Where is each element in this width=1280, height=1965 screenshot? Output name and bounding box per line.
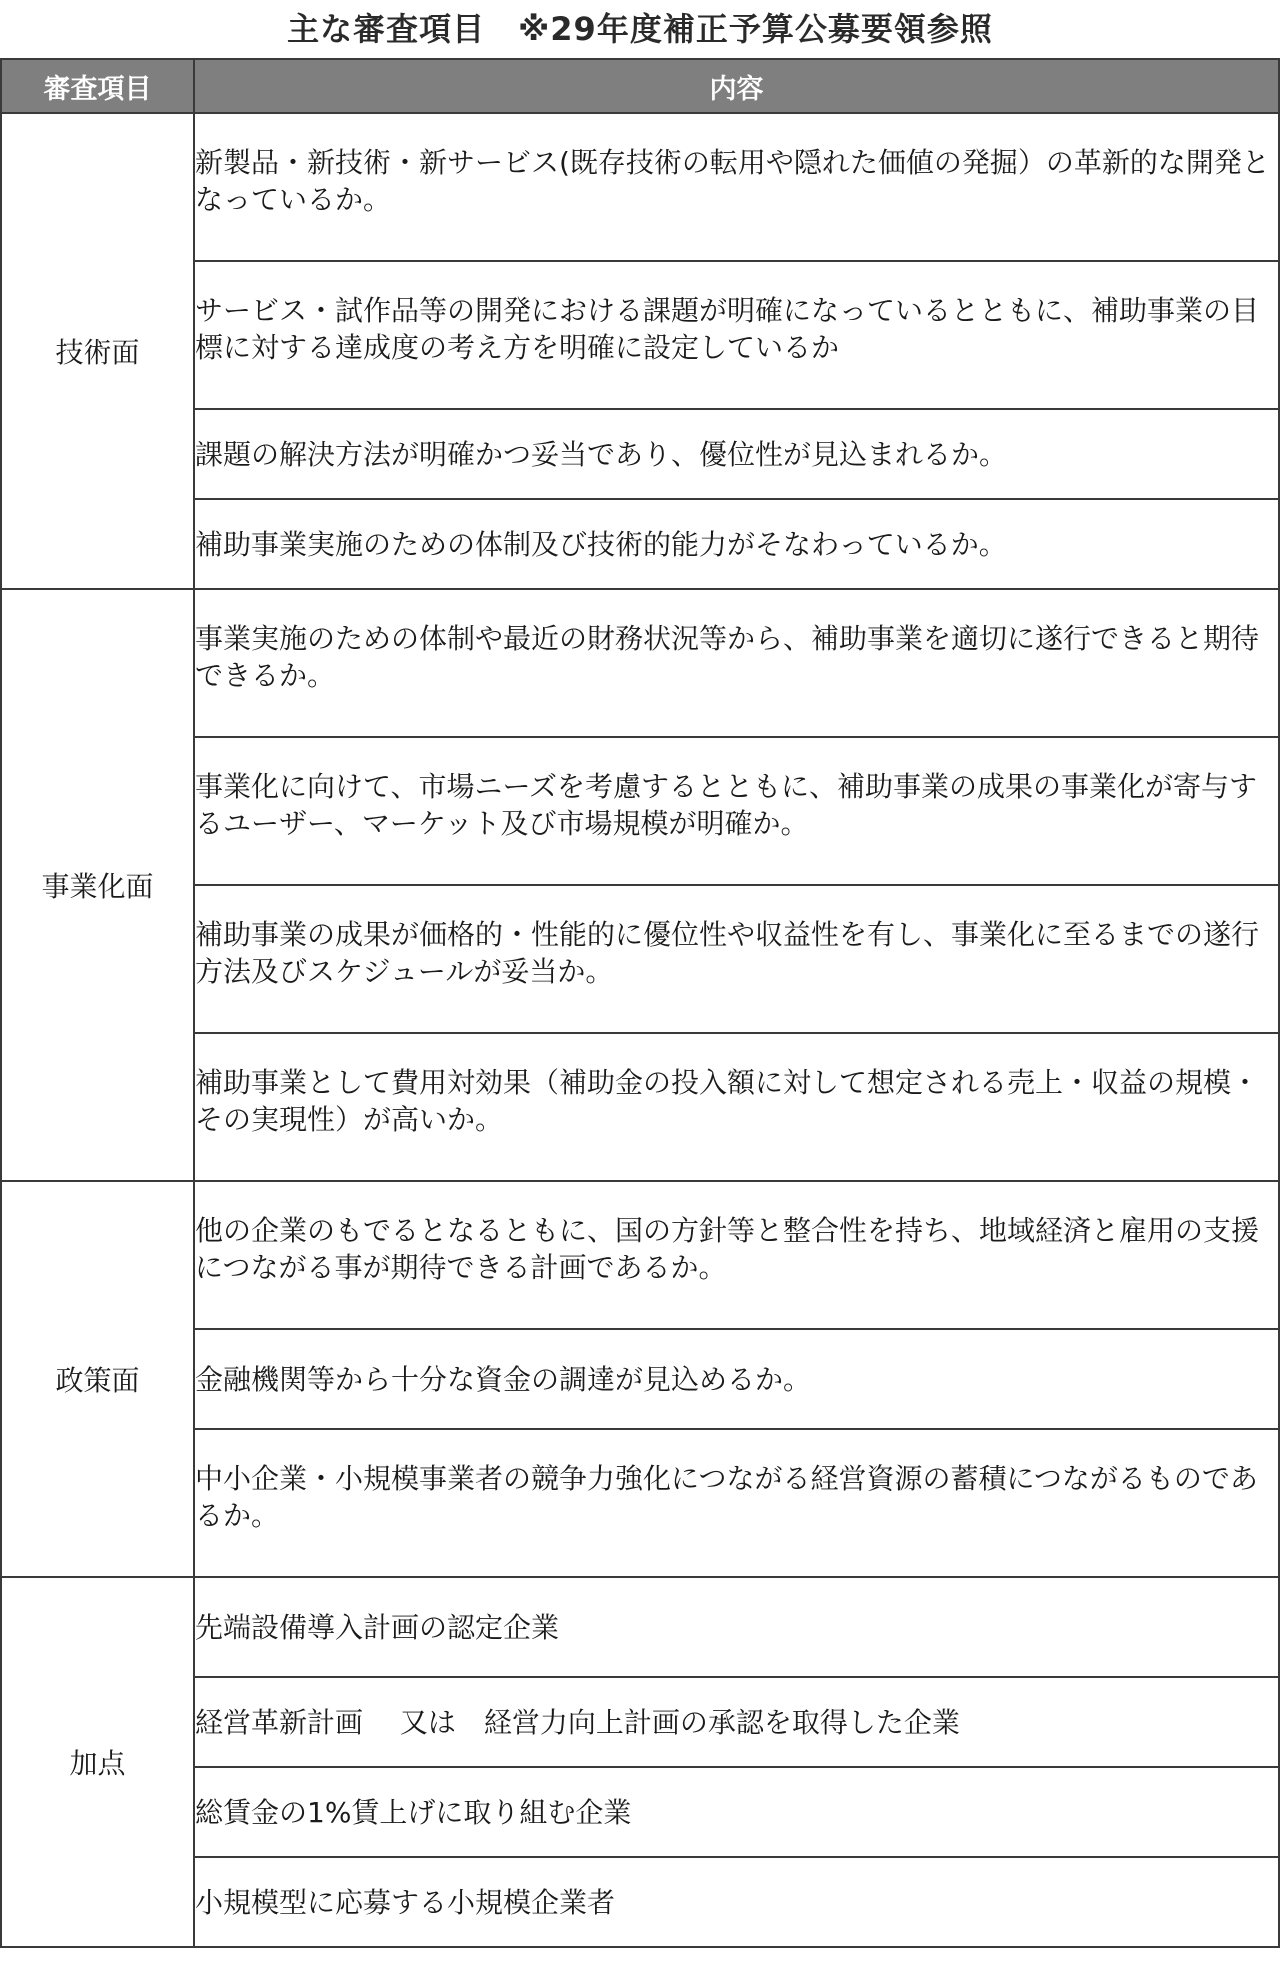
category-commercialization: 事業化面 [1, 589, 194, 1181]
criteria-item: 金融機関等から十分な資金の調達が見込めるか。 [194, 1329, 1279, 1429]
table-row [1, 1181, 1279, 1329]
table-row [1, 589, 1279, 737]
category-bonus-points: 加点 [1, 1577, 194, 1947]
table-row [1, 1577, 1279, 1677]
criteria-item: 総賃金の1%賃上げに取り組む企業 [194, 1767, 1279, 1857]
criteria-item: サービス・試作品等の開発における課題が明確になっているとともに、補助事業の目標に対する達成度の考え方を明確に設定しているか [194, 261, 1279, 409]
page-title: 主な審査項目 ※29年度補正予算公募要領参照 [287, 10, 993, 48]
criteria-item: 補助事業の成果が価格的・性能的に優位性や収益性を有し、事業化に至るまでの遂行方法及びスケジュールが妥当か。 [194, 885, 1279, 1033]
table-header-row [1, 59, 1279, 113]
criteria-item: 中小企業・小規模事業者の競争力強化につながる経営資源の蓄積につながるものであるか。 [194, 1429, 1279, 1577]
criteria-item: 新製品・新技術・新サービス(既存技術の転用や隠れた価値の発掘）の革新的な開発となっているか。 [194, 113, 1279, 261]
criteria-item: 他の企業のもでるとなるともに、国の方針等と整合性を持ち、地域経済と雇用の支援につながる事が期待できる計画であるか。 [194, 1181, 1279, 1329]
category-policy: 政策面 [1, 1181, 194, 1577]
review-criteria-table [0, 58, 1280, 1948]
criteria-item: 課題の解決方法が明確かつ妥当であり、優位性が見込まれるか。 [194, 409, 1279, 499]
criteria-item: 補助事業実施のための体制及び技術的能力がそなわっているか。 [194, 499, 1279, 589]
criteria-item: 経営革新計画 又は 経営力向上計画の承認を取得した企業 [194, 1677, 1279, 1767]
table-row [1, 113, 1279, 261]
header-content: 内容 [194, 59, 1279, 113]
criteria-item: 事業実施のための体制や最近の財務状況等から、補助事業を適切に遂行できると期待できるか。 [194, 589, 1279, 737]
criteria-item: 補助事業として費用対効果（補助金の投入額に対して想定される売上・収益の規模・その実現性）が高いか。 [194, 1033, 1279, 1181]
criteria-item: 先端設備導入計画の認定企業 [194, 1577, 1279, 1677]
criteria-item: 事業化に向けて、市場ニーズを考慮するとともに、補助事業の成果の事業化が寄与するユーザー、マーケット及び市場規模が明確か。 [194, 737, 1279, 885]
criteria-item: 小規模型に応募する小規模企業者 [194, 1857, 1279, 1947]
header-category: 審査項目 [1, 59, 194, 113]
category-technical: 技術面 [1, 113, 194, 589]
